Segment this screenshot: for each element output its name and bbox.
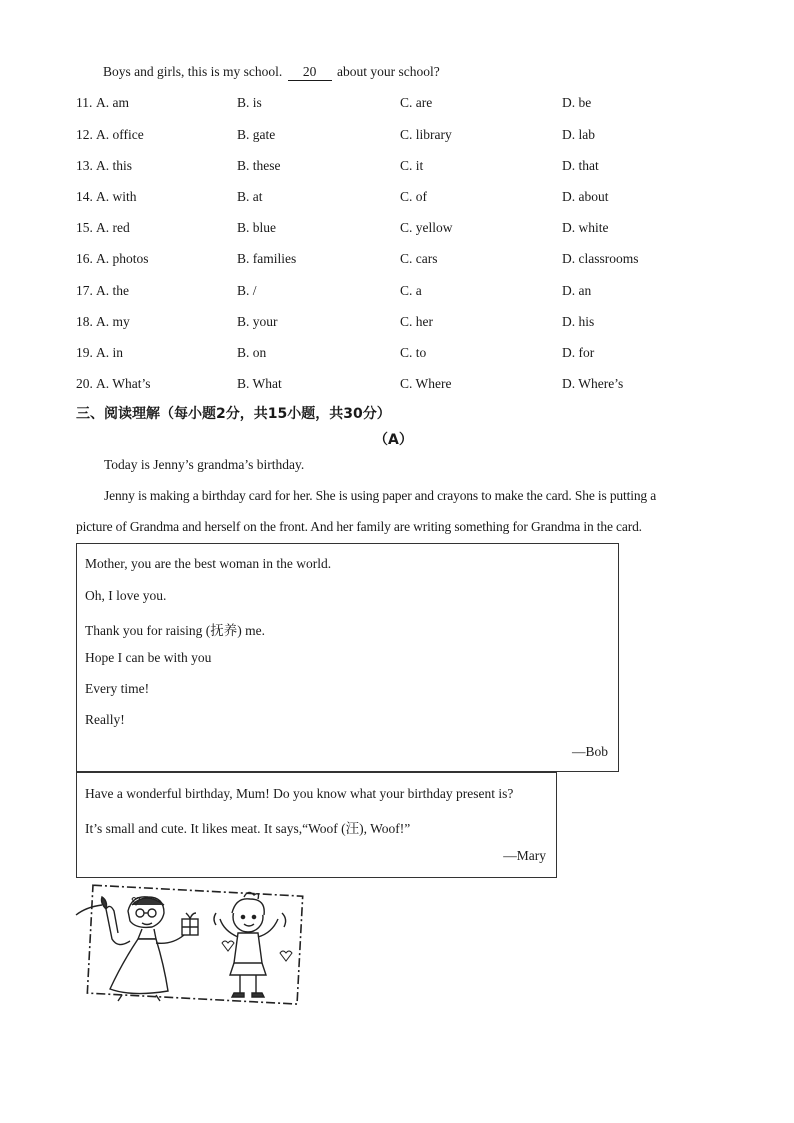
option-c: C. her (400, 314, 433, 329)
option-c: C. are (400, 95, 433, 110)
question-number: 14. (76, 189, 93, 204)
option-a: A. am (96, 95, 129, 110)
option-a: A. red (96, 220, 130, 235)
question-number: 12. (76, 127, 93, 142)
card-bob-line: Oh, I love you. (85, 588, 167, 603)
option-c: C. to (400, 345, 427, 360)
card-bob (76, 543, 619, 772)
jenny-figure (214, 892, 286, 997)
question-number: 17. (76, 283, 93, 298)
question-row (76, 345, 716, 365)
question-number: 18. (76, 314, 93, 329)
question-number: 16. (76, 251, 93, 266)
option-a: A. office (96, 127, 144, 142)
intro-after: about your school? (337, 64, 440, 79)
option-b: B. on (237, 345, 267, 360)
option-a: A. with (96, 189, 137, 204)
option-b: B. What (237, 376, 282, 391)
card-mary-signature: —Mary (503, 848, 546, 863)
option-a: A. photos (96, 251, 149, 266)
card-mary-line: It’s small and cute. It likes meat. It says,“Woof (汪), Woof!” (85, 821, 411, 836)
question-number: 19. (76, 345, 93, 360)
option-a: A. What’s (96, 376, 151, 391)
question-number: 11. (76, 95, 93, 110)
passage-paragraph-2-line-1: Jenny is making a birthday card for her. She is using paper and crayons to make the card. She is putting a (104, 488, 657, 503)
option-d: D. Where’s (562, 376, 624, 391)
option-a: A. the (96, 283, 129, 298)
option-d: D. his (562, 314, 595, 329)
card-bob-line: Really! (85, 712, 125, 727)
option-b: B. / (237, 283, 257, 298)
option-b: B. blue (237, 220, 276, 235)
card-bob-line: Hope I can be with you (85, 650, 212, 665)
intro-blank: 20 (288, 64, 332, 81)
option-b: B. gate (237, 127, 276, 142)
question-row (76, 189, 716, 209)
question-row (76, 251, 716, 271)
card-bob-line: Thank you for raising (抚养) me. (85, 623, 265, 638)
intro-before: Boys and girls, this is my school. (103, 64, 283, 79)
section-title: 三、阅读理解（每小题2分，共15小题，共30分） (76, 406, 391, 422)
question-row (76, 95, 716, 115)
question-row (76, 283, 716, 303)
option-c: C. library (400, 127, 452, 142)
passage-paragraph-2-line-2: picture of Grandma and herself on the front. And her family are writing something for Grandma in the card. (76, 519, 642, 534)
card-bob-signature: —Bob (571, 744, 608, 759)
card-bob-line: Every time! (85, 681, 150, 696)
option-a: A. in (96, 345, 123, 360)
option-c: C. a (400, 283, 422, 298)
question-row (76, 158, 716, 178)
passage-paragraph-1: Today is Jenny’s grandma’s birthday. (104, 457, 305, 472)
option-b: B. at (237, 189, 263, 204)
question-row (76, 376, 716, 396)
question-number: 20. (76, 376, 93, 391)
option-b: B. your (237, 314, 278, 329)
option-b: B. is (237, 95, 262, 110)
question-row (76, 220, 716, 240)
intro-sentence (103, 64, 440, 81)
question-row (76, 127, 716, 147)
option-b: B. families (237, 251, 297, 266)
question-row (76, 314, 716, 334)
card-mary-line: Have a wonderful birthday, Mum! Do you know what your birthday present is? (85, 786, 514, 801)
option-d: D. lab (562, 127, 595, 142)
option-a: A. this (96, 158, 133, 173)
card-mary (76, 772, 557, 878)
heart-decoration (222, 941, 234, 951)
option-b: B. these (237, 158, 281, 173)
card-bob-line: Mother, you are the best woman in the world. (85, 556, 332, 571)
option-d: D. be (562, 95, 592, 110)
option-c: C. of (400, 189, 427, 204)
option-d: D. an (562, 283, 592, 298)
option-d: D. that (562, 158, 599, 173)
heart-decoration (280, 951, 292, 961)
question-number: 15. (76, 220, 93, 235)
option-a: A. my (96, 314, 130, 329)
passage-label: （A） (374, 432, 413, 448)
option-d: D. classrooms (562, 251, 639, 266)
option-c: C. yellow (400, 220, 453, 235)
question-number: 13. (76, 158, 93, 173)
birthday-card-illustration (72, 883, 312, 1018)
grandma-figure (102, 897, 199, 1001)
option-c: C. Where (400, 376, 452, 391)
option-d: D. for (562, 345, 595, 360)
option-d: D. about (562, 189, 609, 204)
option-c: C. cars (400, 251, 438, 266)
option-c: C. it (400, 158, 424, 173)
option-d: D. white (562, 220, 609, 235)
